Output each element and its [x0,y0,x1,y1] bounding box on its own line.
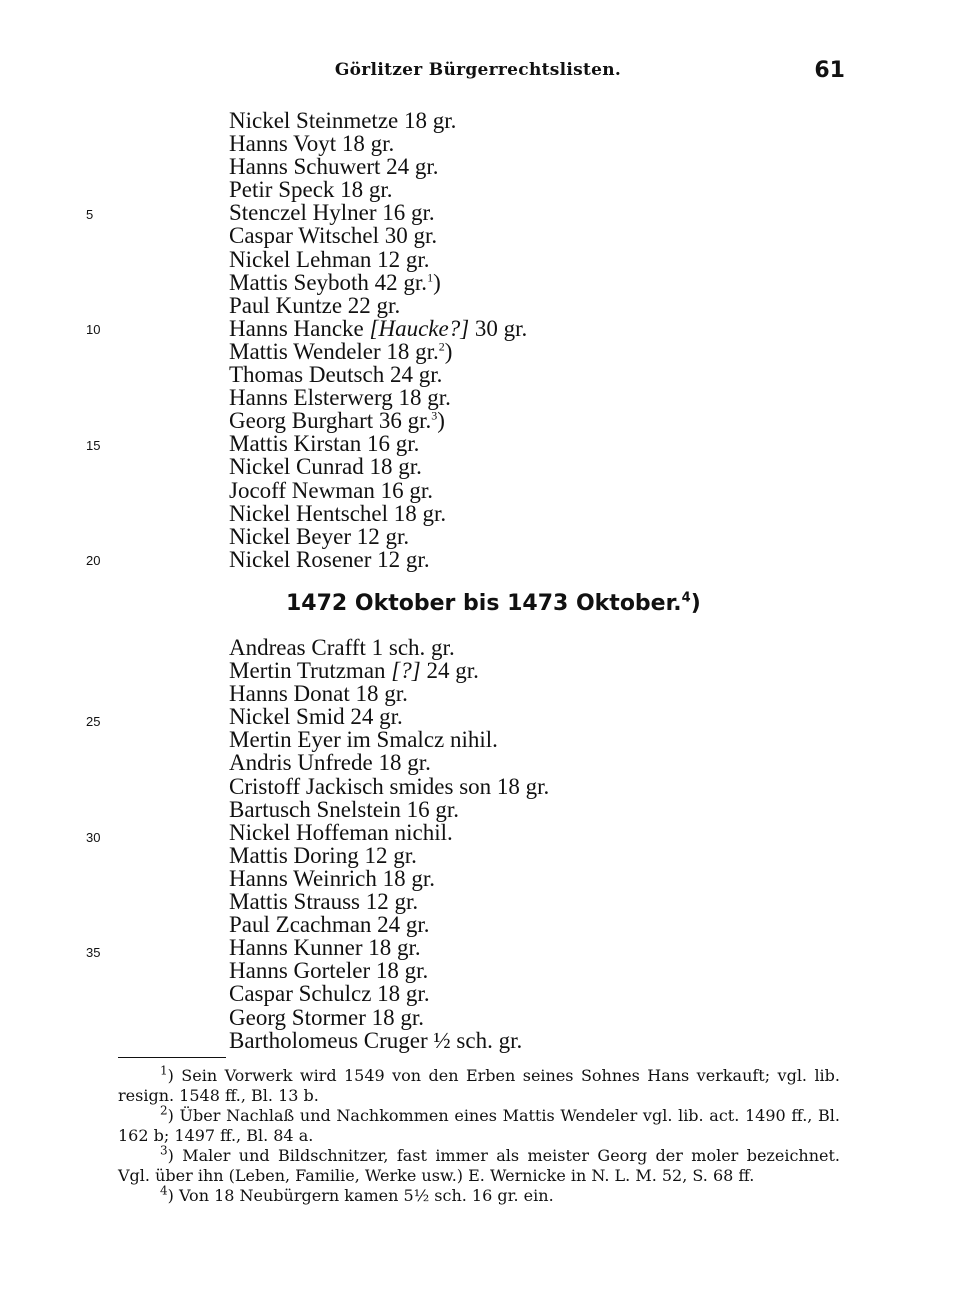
footnote-ref: 2 [438,339,445,354]
list-entry: Thomas Deutsch 24 gr. [229,362,443,388]
list-entry: Caspar Schulcz 18 gr. [229,981,430,1007]
list-entry: Paul Kuntze 22 gr. [229,292,401,318]
editorial-note: [Haucke?] [369,315,470,341]
line-number: 15 [86,438,101,453]
list-entry: Mertin Eyer im Smalcz nihil. [229,727,498,753]
list-entry: Bartholomeus Cruger ½ sch. gr. [229,1027,523,1053]
footnote-divider [118,1057,226,1058]
list-entry: Caspar Witschel 30 gr. [229,223,438,249]
list-entry: Hanns Weinrich 18 gr. [229,865,435,891]
line-number: 10 [86,322,101,337]
list-entry: Mattis Doring 12 gr. [229,842,417,868]
list-entry: Nickel Rosener 12 gr. [229,546,430,572]
list-entry: Jocoff Newman 16 gr. [229,477,433,503]
footnotes [118,1063,840,1206]
list-entry: Stenczel Hylner 16 gr. [229,200,435,226]
list-entry: Hanns Elsterwerg 18 gr. [229,385,451,411]
list-entry: Hanns Donat 18 gr. [229,681,408,707]
list-entry: Mattis Wendeler 18 gr.$^2$) [229,338,453,364]
footnote: $^2$) Über Nachlaß und Nachkommen eines Mattis Wendeler vgl. lib. act. 1490 ff., Bl. 162 b; 1497 ff., Bl. 84 a. [118,1103,840,1145]
running-header-title: Görlitzer Bürgerrechtslisten. [334,60,622,80]
footnote: $^3$) Maler und Bildschnitzer, fast immer als meister Georg der moler bezeichnet. Vgl. über ihn (Leben, Familie, Werke usw.) E. Wernicke in N. L. M. 52, S. 68 ff. [118,1143,840,1185]
section-heading: 1472 Oktober bis 1473 Oktober.$^4$) [286,590,701,616]
list-entry: Petir Speck 18 gr. [229,177,393,203]
list-entry: Mertin Trutzman [?] 24 gr. [229,658,479,684]
list-entry: Nickel Hoffeman nichil. [229,819,453,845]
footnote-ref: 1 [427,270,434,284]
citizen-list-part-2 [229,636,549,1052]
editorial-note: [?] [391,658,421,684]
list-entry: Nickel Steinmetze 18 gr. [229,108,457,133]
line-number: 5 [86,207,94,222]
footnote-mark: 2 [160,1103,168,1118]
list-entry: Hanns Hancke [Haucke?] 30 gr. [229,315,528,341]
list-entry: Nickel Hentschel 18 gr. [229,500,447,526]
footnote-mark: 1 [160,1063,168,1078]
list-entry: Andris Unfrede 18 gr. [229,750,431,776]
list-entry: Nickel Cunrad 18 gr. [229,454,422,480]
list-entry: Hanns Kunner 18 gr. [229,935,421,961]
footnote: $^4$) Von 18 Neubürgern kamen 5½ sch. 16 gr. ein. [160,1183,554,1205]
list-entry: Nickel Beyer 12 gr. [229,523,410,549]
line-number: 25 [86,714,101,729]
list-entry: Georg Stormer 18 gr. [229,1004,425,1030]
list-entry: Mattis Seyboth 42 gr.$^1$) [229,269,441,295]
list-entry: Mattis Strauss 12 gr. [229,889,419,915]
list-entry: Bartusch Snelstein 16 gr. [229,796,459,822]
list-entry: Nickel Lehman 12 gr. [229,246,430,272]
list-entry: Nickel Smid 24 gr. [229,704,403,730]
line-number: 30 [86,830,101,845]
line-number: 35 [86,945,101,960]
list-entry: Paul Zcachman 24 gr. [229,912,430,938]
list-entry: Andreas Crafft 1 sch. gr. [229,635,455,660]
line-number: 20 [86,553,101,568]
list-entry: Hanns Gorteler 18 gr. [229,958,429,984]
page-number: 61 [814,58,845,83]
list-entry: Georg Burghart 36 gr.$^3$) [229,408,445,434]
footnote-mark: 3 [160,1143,168,1158]
footnote-ref: 3 [431,408,438,423]
list-entry: Mattis Kirstan 16 gr. [229,431,420,457]
footnote: $^1$) Sein Vorwerk wird 1549 von den Erben seines Sohnes Hans verkauft; vgl. lib. resign. 1548 ff., Bl. 13 b. [118,1063,840,1105]
footnote-ref: 4 [681,590,691,606]
citizen-list-part-1 [229,109,527,571]
list-entry: Cristoff Jackisch smides son 18 gr. [229,773,550,799]
list-entry: Hanns Voyt 18 gr. [229,131,395,157]
list-entry: Hanns Schuwert 24 gr. [229,154,439,180]
footnote-mark: 4 [160,1183,168,1198]
